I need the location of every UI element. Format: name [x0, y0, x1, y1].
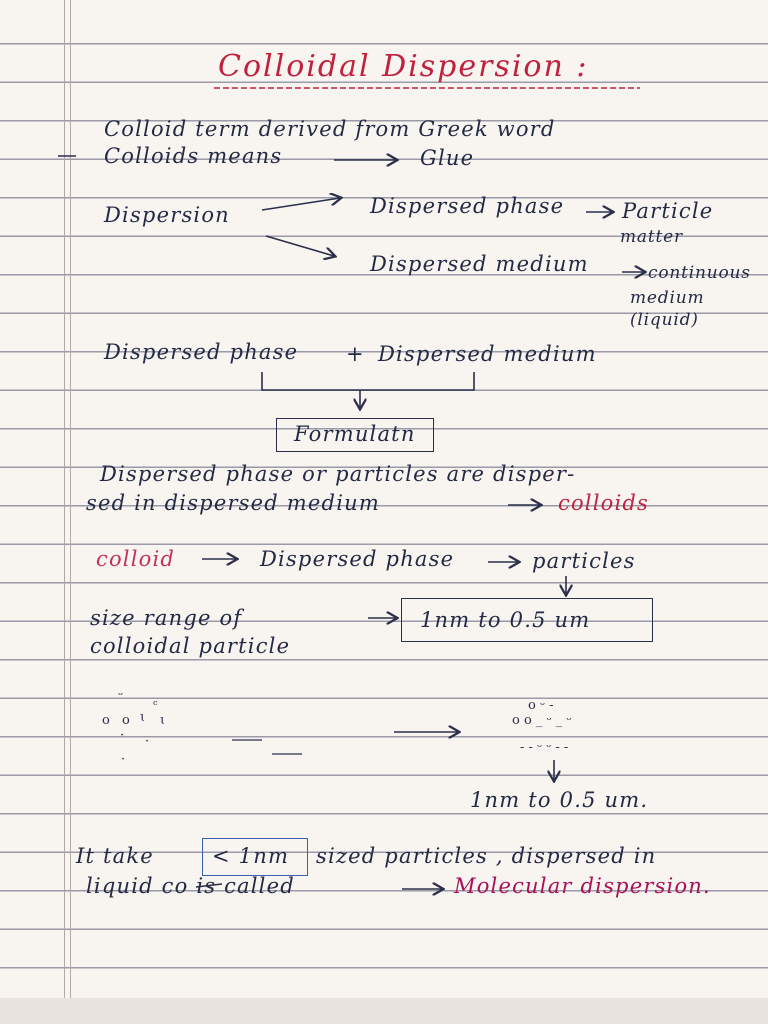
- sum-right: Dispersed medium: [378, 342, 597, 366]
- molecular-line-2: liquid co is called: [86, 874, 295, 898]
- size-line-1: size range of: [90, 606, 243, 630]
- particle-dot: ᶜ: [153, 698, 158, 713]
- statement-line-1: Dispersed phase or particles are disper-: [100, 462, 576, 486]
- colloid-chain-phase: Dispersed phase: [260, 547, 455, 571]
- sum-left: Dispersed phase: [104, 340, 299, 364]
- arrow-icon: [266, 236, 334, 256]
- particle-dot: ·: [120, 728, 125, 743]
- particle-dot: o ᵕ -: [528, 698, 554, 713]
- molecular-result: Molecular dispersion.: [454, 874, 711, 898]
- size-result: 1nm to 0.5 um.: [470, 788, 649, 812]
- particle-dot: - - ᵕ ᵕ - -: [520, 740, 569, 755]
- particle-dot: o: [122, 713, 130, 728]
- page-title: Colloidal Dispersion :: [218, 49, 589, 84]
- arrow-icon: [262, 198, 340, 210]
- page-edge: [0, 998, 768, 1024]
- sum-bracket: [262, 372, 474, 390]
- origin-glue: Glue: [420, 146, 475, 170]
- origin-line-1: Colloid term derived from Greek word: [104, 117, 556, 141]
- molecular-size-value: < 1nm: [212, 844, 290, 868]
- medium-label: medium: [630, 288, 705, 308]
- sum-plus: +: [346, 342, 365, 366]
- dispersed-phase-label: Dispersed phase: [370, 194, 565, 218]
- size-range-value: 1nm to 0.5 um: [420, 608, 591, 632]
- particle-dot: ɩ: [160, 713, 166, 728]
- matter-label: matter: [620, 227, 683, 247]
- particle-dot: ᵕ: [118, 688, 124, 703]
- formation-label: Formulatn: [294, 422, 416, 446]
- colloid-chain-particles: particles: [532, 549, 636, 573]
- dispersion-label: Dispersion: [104, 203, 230, 227]
- colloid-label: colloid: [96, 547, 176, 571]
- statement-colloids: colloids: [558, 491, 650, 515]
- origin-line-2: Colloids means: [104, 144, 283, 168]
- molecular-line-1b: sized particles , dispersed in: [316, 844, 657, 868]
- margin-line: [64, 0, 65, 1002]
- particle-dot: ·: [121, 752, 126, 767]
- particle-label: Particle: [622, 199, 714, 223]
- margin-line: [70, 0, 71, 1002]
- statement-line-2: sed in dispersed medium: [86, 491, 380, 515]
- continuous-label: continuous: [648, 263, 751, 283]
- particle-dot: o: [102, 713, 110, 728]
- size-line-2: colloidal particle: [90, 634, 291, 658]
- molecular-line-1a: It take: [76, 844, 154, 868]
- particle-dot: ɩ: [140, 710, 146, 725]
- particle-dot: ·: [145, 734, 150, 749]
- particle-dot: o o _ ᵕ _ ᵕ: [512, 713, 572, 728]
- dispersed-medium-label: Dispersed medium: [370, 252, 589, 276]
- liquid-note: (liquid): [630, 310, 699, 330]
